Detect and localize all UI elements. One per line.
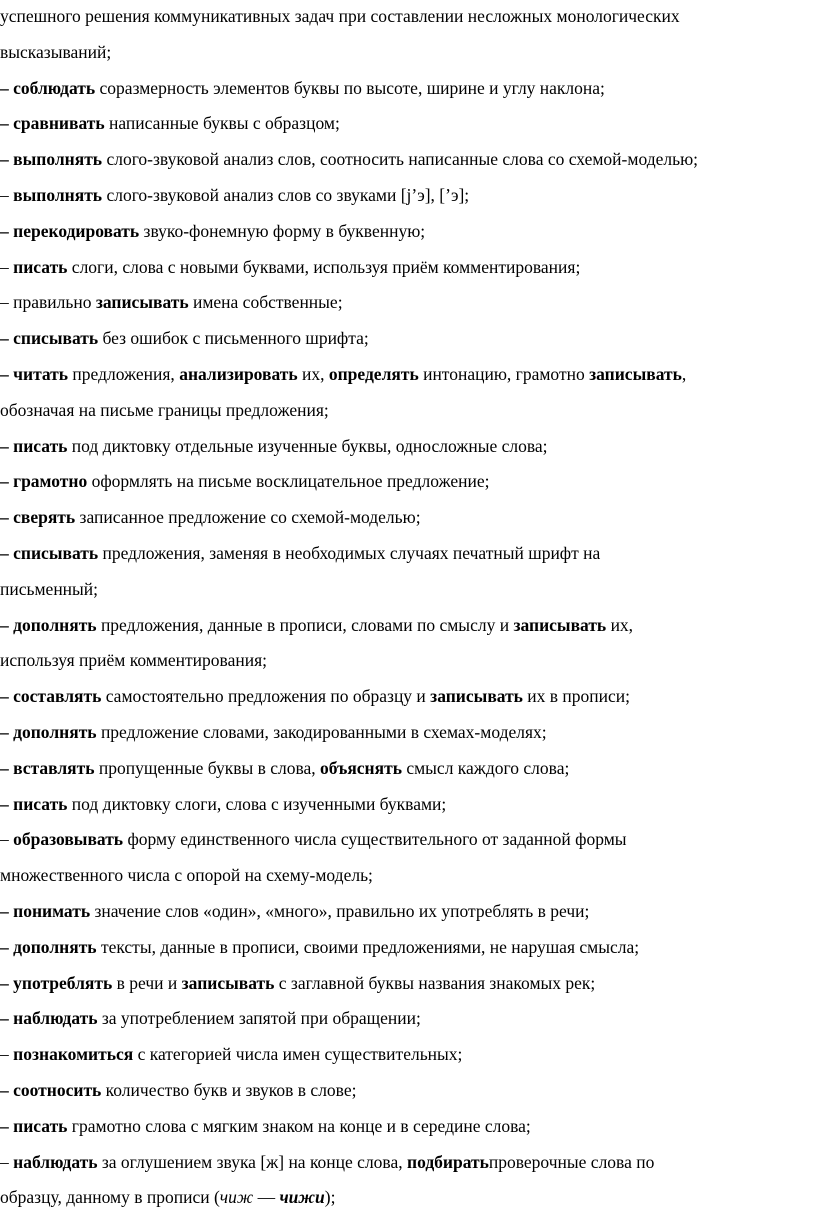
text-segment: количество букв и звуков в слове; xyxy=(101,1080,357,1100)
bold-term: – писать xyxy=(0,435,68,456)
text-line xyxy=(0,506,421,528)
text-line xyxy=(0,828,627,850)
bold-term: писать xyxy=(13,256,68,277)
text-segment: высказываний; xyxy=(0,41,112,62)
bold-term: – дополнять xyxy=(0,722,97,742)
text-line xyxy=(0,614,633,636)
text-segment: смысл каждого слова; xyxy=(401,757,570,778)
text-segment: соразмерность элементов буквы по высоте, ширине и углу наклона; xyxy=(95,77,605,98)
bold-term: – выполнять xyxy=(0,149,103,170)
text-line xyxy=(0,649,267,671)
text-segment: предложения, заменяя в необходимых случаях печатный шрифт на xyxy=(98,543,601,563)
text-segment: без ошибок с письменного шрифта; xyxy=(98,328,369,349)
text-segment: форму единственного числа существительного от заданной формы xyxy=(123,829,627,850)
text-segment: – правильно xyxy=(0,292,96,313)
text-segment: звуко-фонемную форму в буквенную; xyxy=(139,220,426,241)
bold-term: – наблюдать xyxy=(0,1008,98,1029)
text-line xyxy=(0,721,547,743)
text-segment: множественного числа с опорой на схему-модель; xyxy=(0,865,373,886)
text-line xyxy=(0,184,469,206)
italic-text: чиж xyxy=(219,1187,254,1208)
text-segment: письменный; xyxy=(0,578,99,599)
text-segment: с категорией числа имен существительных; xyxy=(133,1044,463,1065)
text-segment: — xyxy=(253,1187,280,1208)
text-segment: за оглушением звука [ж] на конце слова, xyxy=(97,1151,407,1172)
text-segment: слого-звуковой анализ слов со звуками [j’э], [’э]; xyxy=(102,185,470,205)
text-line xyxy=(0,1186,335,1208)
text-segment: – xyxy=(0,829,14,850)
text-segment: проверочные слова по xyxy=(488,1151,655,1172)
bold-term: – списывать xyxy=(0,328,99,349)
text-line xyxy=(0,148,698,170)
text-line xyxy=(0,291,343,313)
text-segment: их в прописи; xyxy=(522,686,631,707)
bold-term: – перекодировать xyxy=(0,220,140,241)
bold-term: – соотносить xyxy=(0,1080,102,1100)
text-segment: грамотно слова с мягким знаком на конце и в середине слова; xyxy=(67,1115,531,1136)
text-line xyxy=(0,685,630,707)
bold-term: определять xyxy=(328,364,419,384)
text-segment: используя приём комментирования; xyxy=(0,650,267,671)
text-segment: обозначая на письме границы предложения; xyxy=(0,399,329,420)
text-segment: слоги, слова с новыми буквами, используя приём комментирования; xyxy=(67,256,581,277)
text-segment: под диктовку отдельные изученные буквы, односложные слова; xyxy=(67,435,548,456)
text-segment: успешного решения коммуникативных задач при составлении несложных монологических xyxy=(0,6,680,26)
text-line xyxy=(0,1115,531,1137)
bold-term: – сравнивать xyxy=(0,113,105,134)
bold-term: чижи xyxy=(279,1187,325,1208)
bold-term: – сверять xyxy=(0,507,76,528)
text-segment: – xyxy=(0,185,14,205)
text-segment: оформлять на письме восклицательное предложение; xyxy=(87,471,490,492)
text-line xyxy=(0,936,639,958)
text-line xyxy=(0,757,569,779)
text-segment: с заглавной буквы названия знакомых рек; xyxy=(274,972,596,993)
text-line xyxy=(0,435,548,457)
bold-term: анализировать xyxy=(179,364,298,384)
text-segment: , xyxy=(681,364,687,384)
text-line xyxy=(0,578,98,600)
text-segment: записанное предложение со схемой-моделью; xyxy=(75,507,421,528)
text-segment: самостоятельно предложения по образцу и xyxy=(101,686,431,707)
text-segment: – xyxy=(0,1044,14,1065)
text-line xyxy=(0,900,589,922)
text-line xyxy=(0,470,490,492)
bold-term: наблюдать xyxy=(13,1151,98,1172)
text-line xyxy=(0,399,329,421)
text-line xyxy=(0,1007,421,1029)
text-segment: их, xyxy=(606,614,634,635)
text-line xyxy=(0,363,686,385)
bold-term: – употреблять xyxy=(0,972,113,993)
text-line xyxy=(0,220,425,242)
text-segment: их, xyxy=(297,364,329,384)
bold-term: записывать xyxy=(430,686,523,707)
text-line xyxy=(0,41,111,63)
text-segment: предложения, данные в прописи, словами по смыслу и xyxy=(96,614,514,635)
text-line xyxy=(0,542,600,564)
text-segment: под диктовку слоги, слова с изученными буквами; xyxy=(67,793,447,814)
text-segment: в речи и xyxy=(112,972,182,993)
text-segment: слого-звуковой анализ слов, соотносить написанные слова со схемой-моделью; xyxy=(102,149,699,170)
bold-term: – дополнять xyxy=(0,614,97,635)
text-segment: предложения, xyxy=(68,364,180,384)
text-line xyxy=(0,793,446,815)
bold-term: – грамотно xyxy=(0,471,88,492)
text-segment: пропущенные буквы в слова, xyxy=(94,757,321,778)
bold-term: записывать xyxy=(589,364,682,384)
bold-term: образовывать xyxy=(13,829,124,850)
bold-term: выполнять xyxy=(13,185,103,205)
bold-term: записывать xyxy=(181,972,275,993)
text-segment: за употреблением запятой при обращении; xyxy=(97,1008,421,1029)
text-line xyxy=(0,1151,654,1173)
bold-term: объяснять xyxy=(320,757,402,778)
text-segment: образцу, данному в прописи ( xyxy=(0,1187,220,1208)
bold-term: – писать xyxy=(0,793,68,814)
bold-term: – вставлять xyxy=(0,757,95,778)
bold-term: – писать xyxy=(0,1115,68,1136)
text-line xyxy=(0,864,373,886)
text-segment: – xyxy=(0,256,14,277)
text-segment: тексты, данные в прописи, своими предложениями, не нарушая смысла; xyxy=(96,936,640,957)
bold-term: записывать xyxy=(95,292,189,313)
text-segment: интонацию, грамотно xyxy=(418,364,590,384)
text-line xyxy=(0,1079,356,1101)
text-line xyxy=(0,972,595,994)
text-segment: ); xyxy=(324,1187,336,1208)
text-segment: предложение словами, закодированными в схемах-моделях; xyxy=(96,722,547,742)
bold-term: – читать xyxy=(0,364,69,384)
text-segment: имена собственные; xyxy=(188,292,343,313)
text-line xyxy=(0,1043,462,1065)
text-line xyxy=(0,5,680,27)
text-line xyxy=(0,77,605,99)
bold-term: – соблюдать xyxy=(0,77,96,98)
bold-term: записывать xyxy=(513,614,607,635)
text-segment: значение слов «один», «много», правильно их употреблять в речи; xyxy=(90,901,590,921)
bold-term: – списывать xyxy=(0,543,99,563)
text-segment: написанные буквы с образцом; xyxy=(104,113,340,134)
text-line xyxy=(0,112,340,134)
bold-term: – дополнять xyxy=(0,936,97,957)
text-line xyxy=(0,256,580,278)
bold-term: – понимать xyxy=(0,901,91,921)
bold-term: подбирать xyxy=(406,1151,489,1172)
text-line xyxy=(0,327,369,349)
bold-term: – составлять xyxy=(0,686,102,707)
bold-term: познакомиться xyxy=(13,1044,134,1065)
text-segment: – xyxy=(0,1151,14,1172)
